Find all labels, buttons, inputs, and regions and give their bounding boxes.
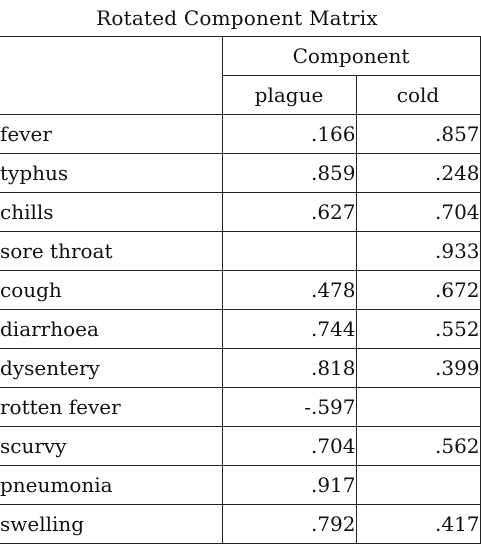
plague-value: -.597 <box>222 388 356 427</box>
row-label: pneumonia <box>0 466 222 505</box>
plague-value: .917 <box>222 466 356 505</box>
row-label: fever <box>0 115 222 154</box>
plague-value: .792 <box>222 505 356 544</box>
header-row-group <box>0 37 480 76</box>
row-label: sore throat <box>0 232 222 271</box>
table-row <box>0 115 480 154</box>
plague-value: .744 <box>222 310 356 349</box>
cold-value: .248 <box>356 154 480 193</box>
table-row <box>0 349 480 388</box>
cold-value: .562 <box>356 427 480 466</box>
table-row <box>0 232 480 271</box>
table-row <box>0 466 480 505</box>
cold-value: .399 <box>356 349 480 388</box>
row-label: scurvy <box>0 427 222 466</box>
plague-value: .859 <box>222 154 356 193</box>
plague-value: .704 <box>222 427 356 466</box>
table-row <box>0 154 480 193</box>
plague-value: .818 <box>222 349 356 388</box>
cold-value <box>356 388 480 427</box>
row-label: diarrhoea <box>0 310 222 349</box>
component-header: Component <box>222 37 480 76</box>
column-header-plague: plague <box>222 76 356 115</box>
row-label: dysentery <box>0 349 222 388</box>
table-row <box>0 388 480 427</box>
table-row <box>0 271 480 310</box>
table-row <box>0 193 480 232</box>
header-corner-cell <box>0 37 222 115</box>
table-row <box>0 505 480 544</box>
cold-value: .552 <box>356 310 480 349</box>
plague-value: .166 <box>222 115 356 154</box>
cold-value: .857 <box>356 115 480 154</box>
cold-value: .417 <box>356 505 480 544</box>
row-label: rotten fever <box>0 388 222 427</box>
table-row <box>0 427 480 466</box>
cold-value <box>356 466 480 505</box>
cold-value: .672 <box>356 271 480 310</box>
plague-value: .627 <box>222 193 356 232</box>
cold-value: .704 <box>356 193 480 232</box>
rotated-component-matrix-table <box>0 36 481 544</box>
row-label: cough <box>0 271 222 310</box>
plague-value: .478 <box>222 271 356 310</box>
row-label: chills <box>0 193 222 232</box>
table-row <box>0 310 480 349</box>
table-caption: Rotated Component Matrix <box>96 6 378 30</box>
plague-value <box>222 232 356 271</box>
column-header-cold: cold <box>356 76 480 115</box>
row-label: typhus <box>0 154 222 193</box>
cold-value: .933 <box>356 232 480 271</box>
row-label: swelling <box>0 505 222 544</box>
